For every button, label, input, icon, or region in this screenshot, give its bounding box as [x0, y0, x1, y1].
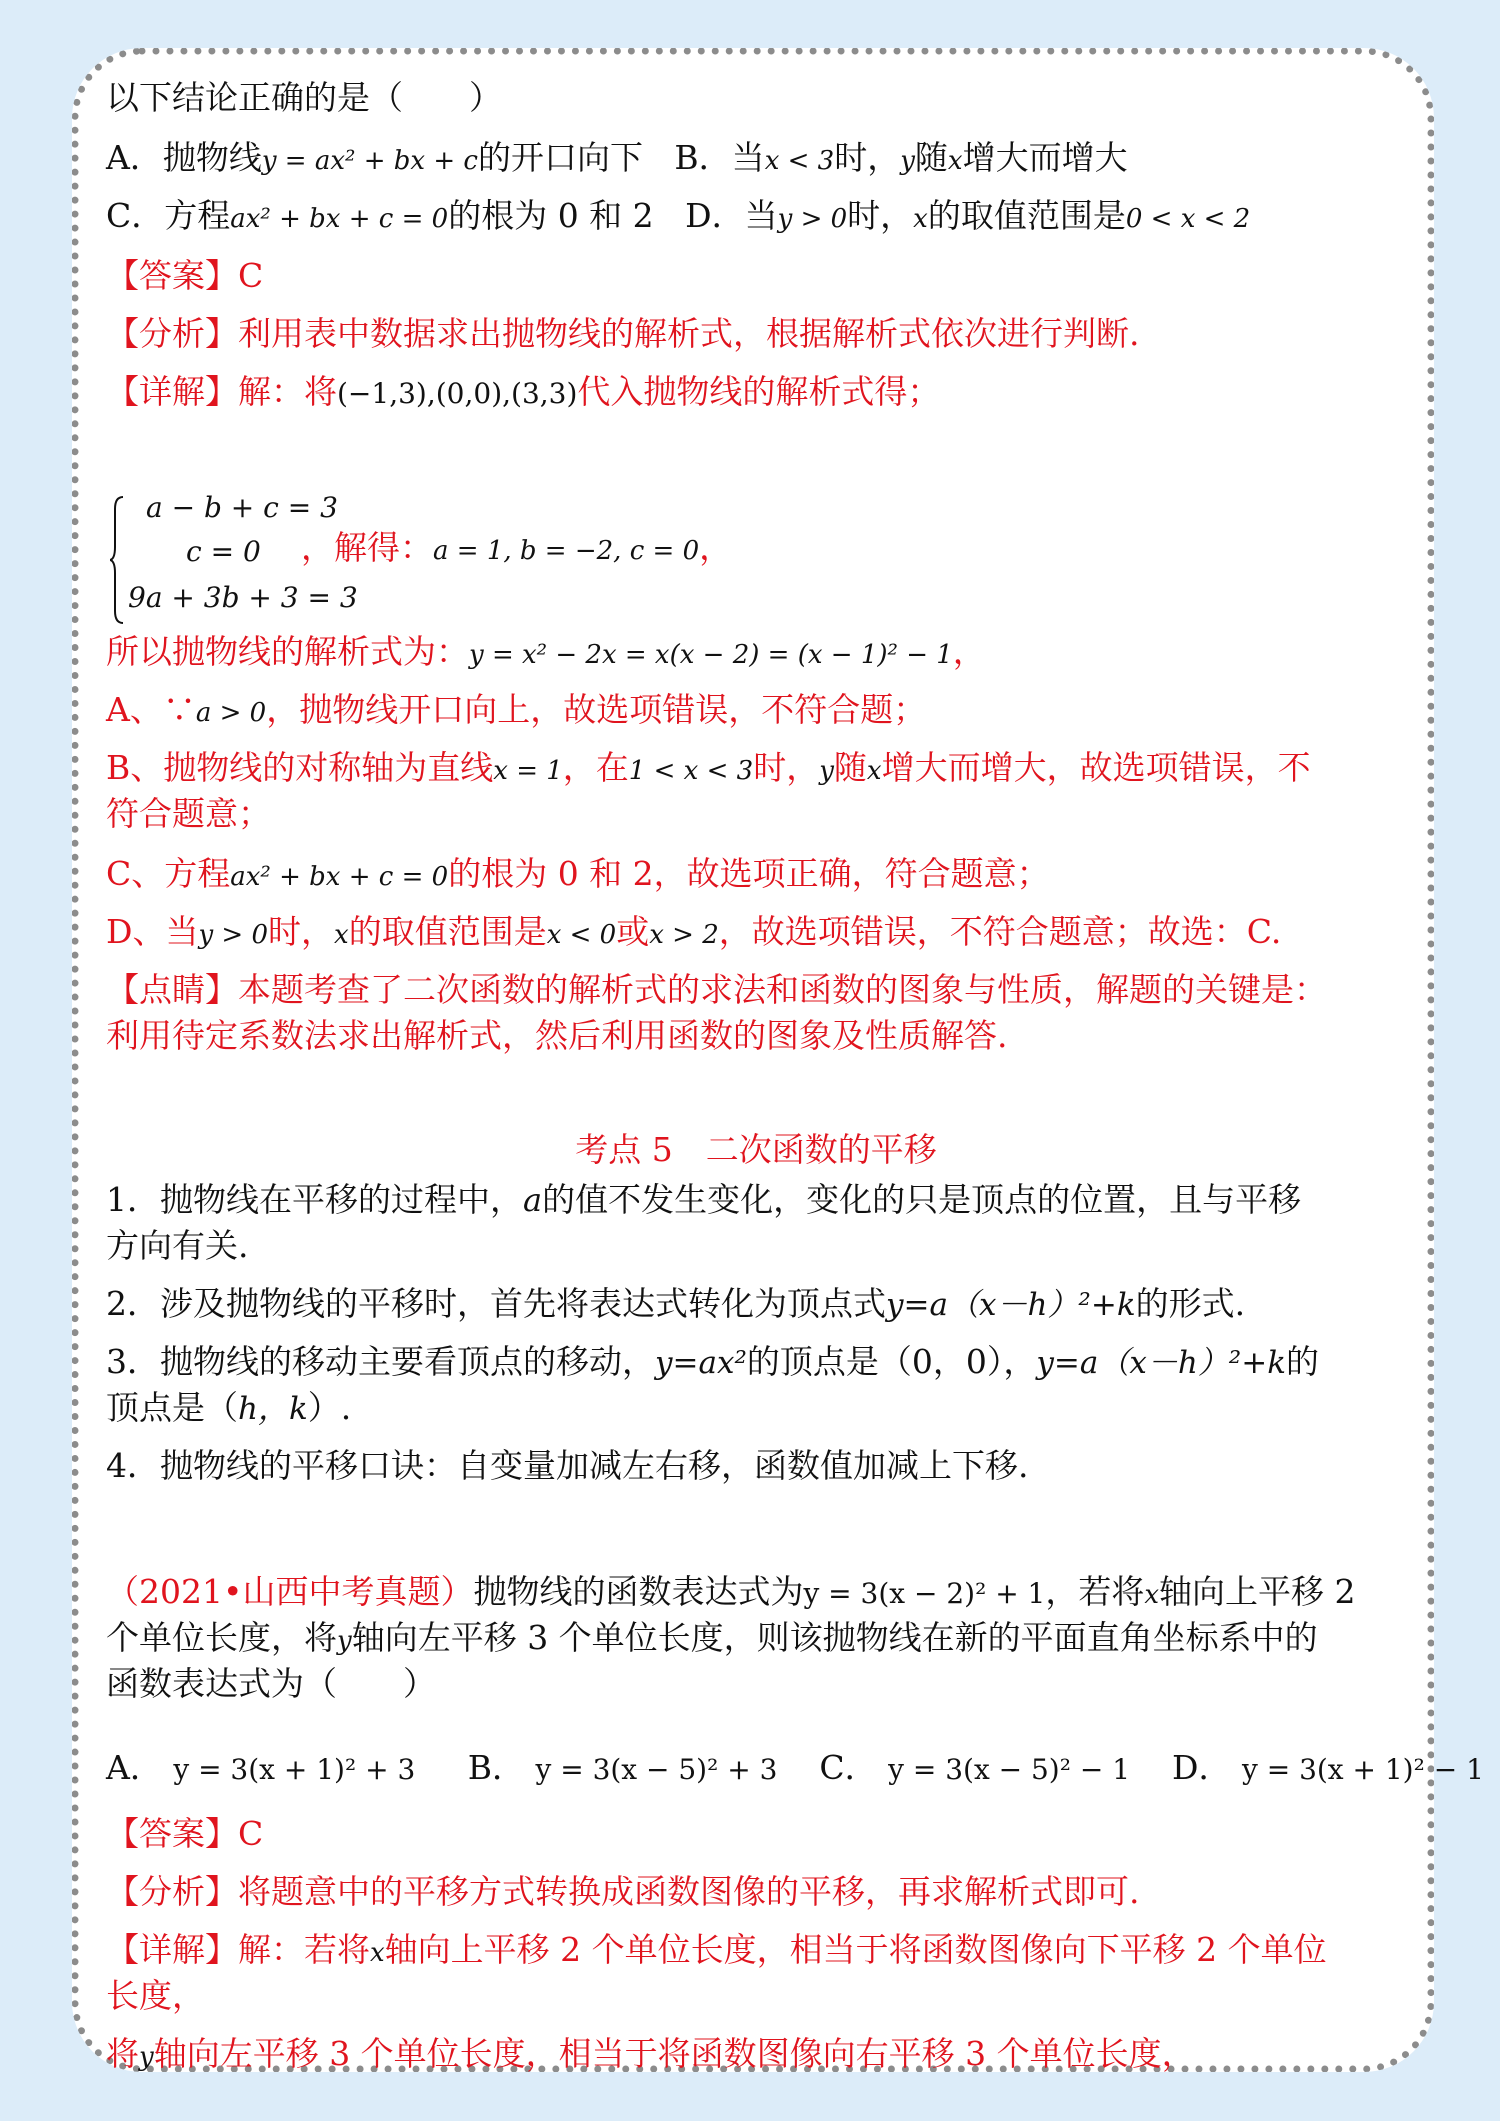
q1-detail-tail: 代入抛物线的解析式得； [577, 372, 941, 411]
q1-solved [301, 526, 732, 573]
q2-stem-x: x [1144, 1580, 1160, 1610]
section-point-4: 4．抛物线的平移口诀：自变量加减左右移，函数值加减上下移. [106, 1446, 1029, 1485]
q2-detail-1b: 轴向上平移 2 个单位长度，相当于将函数图像向下平移 2 个单位 [384, 1930, 1327, 1969]
judge-d-math2: x < 0 [546, 920, 617, 950]
q1-options-ab [106, 136, 1128, 183]
q1-parabola-label: 所以抛物线的解析式为： [106, 632, 469, 671]
point-3-e: ）. [307, 1388, 352, 1427]
q1-opt-c-label: C．方程 [106, 196, 231, 235]
point-1-b: 的值不发生变化，变化的只是顶点的位置，且与平移 [542, 1180, 1302, 1219]
q1-judge-a [106, 688, 926, 735]
q1-opt-c-math: ax² + bx + c = 0 [230, 204, 449, 234]
q1-options-cd [106, 194, 1250, 241]
point-3-d: 顶点是（ [106, 1388, 238, 1427]
q1-comment-1: 【点睛】本题考查了二次函数的解析式的求法和函数的图象与性质，解题的关键是： [106, 970, 1327, 1009]
q1-parabola [106, 630, 986, 677]
section-point-3 [106, 1340, 1319, 1385]
q1-solved-math: a = 1, b = −2, c = 0 [433, 536, 700, 566]
q1-detail-label: 【详解】解：将 [106, 372, 337, 411]
point-2-b: 的形式. [1135, 1284, 1246, 1323]
q1-opt-b-x: x [947, 146, 963, 176]
point-3-c: 的 [1286, 1342, 1319, 1381]
left-brace-icon [110, 495, 124, 625]
q2-analysis: 【分析】将题意中的平移方式转换成函数图像的平移，再求解析式即可. [106, 1872, 1140, 1911]
point-2-a: 2．涉及抛物线的平移时，首先将表达式转化为顶点式 [106, 1284, 886, 1323]
q1-opt-d-x: x [913, 204, 928, 234]
judge-c-pre: C、方程 [106, 854, 231, 893]
q1-stem: 以下结论正确的是（ ） [106, 78, 502, 117]
q1-opt-b-y: y [900, 146, 915, 176]
judge-d-math3: x > 2 [649, 920, 719, 950]
q2-detail-y: y [139, 2042, 154, 2072]
judge-b-y: y [819, 756, 834, 786]
q2-opt-a-math: y = 3(x + 1)² + 3 [173, 1753, 416, 1786]
q2-detail-line2: 长度， [106, 1976, 205, 2015]
q2-stem-1c: 轴向上平移 2 [1159, 1572, 1356, 1611]
q2-stem-1: 抛物线的函数表达式为 [473, 1572, 804, 1611]
q1-opt-b-mid: 时， [834, 138, 901, 177]
q1-judge-b [106, 746, 1311, 793]
q2-stem-1b: ，若将 [1045, 1572, 1145, 1611]
judge-c-math: ax² + bx + c = 0 [230, 862, 449, 892]
q1-opt-b-label: B．当 [674, 138, 765, 177]
q1-parabola-math: y = x² − 2x = x(x − 2) = (x − 1)² − 1 [469, 640, 953, 670]
system-eq-1: a − b + c = 3 [146, 491, 338, 524]
q2-stem-line3: 函数表达式为（ ） [106, 1664, 436, 1703]
q2-opt-d-math: y = 3(x + 1)² − 1 [1241, 1753, 1484, 1786]
q1-solved-tail: ， [699, 528, 733, 567]
point-2-formula: y=a（x－h）²+k [886, 1287, 1136, 1323]
q2-opt-c-label: C． [819, 1748, 878, 1787]
q2-detail-x: x [370, 1938, 385, 1968]
q2-options [106, 1746, 1484, 1792]
q2-detail-line1 [106, 1928, 1327, 1975]
q2-stem-line2 [106, 1616, 1318, 1663]
judge-d-pre: D、当 [106, 912, 199, 951]
point-3-b: 的顶点是（0，0）， [746, 1342, 1037, 1381]
q2-detail-3a: 将 [106, 2034, 139, 2073]
q1-opt-b-tail: 增大而增大 [962, 138, 1128, 177]
judge-b-math2: 1 < x < 3 [628, 756, 754, 786]
q2-stem-y: y [337, 1626, 352, 1656]
q1-judge-d [106, 910, 1281, 957]
point-3-hk: h，k [238, 1391, 308, 1427]
q2-detail-line3 [106, 2032, 1195, 2079]
section-point-1 [106, 1178, 1301, 1222]
q1-opt-d-label: D．当 [685, 196, 778, 235]
judge-b-tail: 增大而增大，故选项错误，不 [881, 748, 1311, 787]
q1-opt-a-tail: 的开口向下 [477, 138, 643, 177]
judge-b-math: x = 1 [493, 756, 563, 786]
section-title: 考点 5 二次函数的平移 [575, 1130, 937, 1169]
point-3-formula-2: y=a（x－h）²+k [1036, 1345, 1286, 1381]
judge-b-mid3: 随 [833, 748, 867, 787]
q2-stem-2a: 个单位长度，将 [106, 1618, 337, 1657]
point-3-formula-1: y=ax² [655, 1345, 747, 1381]
section-point-2 [106, 1282, 1245, 1327]
judge-a-math: a > 0 [195, 698, 267, 728]
q2-opt-c-math: y = 3(x − 5)² − 1 [888, 1753, 1131, 1786]
judge-a-tail: ，抛物线开口向上，故选项错误，不符合题； [266, 690, 927, 729]
q1-opt-b-mid2: 随 [914, 138, 948, 177]
q1-comment-2: 利用待定系数法求出解析式，然后利用函数的图象及性质解答. [106, 1016, 1008, 1055]
q2-detail-3b: 轴向左平移 3 个单位长度，相当于将函数图像向右平移 3 个单位长度， [153, 2034, 1195, 2073]
q1-opt-a-math: y = ax² + bx + c [261, 146, 478, 176]
q1-answer: 【答案】C [106, 256, 264, 295]
judge-d-x: x [334, 920, 349, 950]
q1-opt-d-mid: 时， [847, 196, 914, 235]
judge-a-pre: A、∵ [106, 690, 196, 729]
q1-solved-label: ，解得： [301, 528, 433, 567]
judge-c-tail: 的根为 0 和 2，故选项正确，符合题意； [448, 854, 1050, 893]
q2-opt-a-label: A． [106, 1748, 163, 1787]
q2-answer: 【答案】C [106, 1814, 264, 1853]
q1-opt-d-math: y > 0 [777, 204, 848, 234]
judge-b-x: x [866, 756, 882, 786]
section-point-1-line2: 方向有关. [106, 1226, 249, 1265]
system-eq-3: 9a + 3b + 3 = 3 [128, 581, 358, 614]
q1-opt-d-mid2: 的取值范围是 [927, 196, 1126, 235]
q1-opt-b-math: x < 3 [764, 146, 835, 176]
q1-opt-c-tail: 的根为 0 和 2 [448, 196, 654, 235]
judge-b-mid2: 时， [753, 748, 820, 787]
q1-analysis: 【分析】利用表中数据求出抛物线的解析式，根据解析式依次进行判断. [106, 314, 1140, 353]
q2-source: （2021•山西中考真题） [106, 1572, 474, 1611]
judge-b-pre: B、抛物线的对称轴为直线 [106, 748, 494, 787]
q2-opt-d-label: D． [1172, 1748, 1232, 1787]
q2-stem-math: y = 3(x − 2)² + 1 [803, 1577, 1046, 1610]
q1-opt-a-label: A．抛物线 [106, 138, 262, 177]
judge-b-mid: ，在 [562, 748, 629, 787]
q1-parabola-tail: ， [952, 632, 986, 671]
q2-opt-b-math: y = 3(x − 5)² + 3 [535, 1753, 778, 1786]
point-1-a: 1．抛物线在平移的过程中， [106, 1180, 523, 1219]
q2-opt-b-label: B． [467, 1748, 525, 1787]
judge-d-mid2: 的取值范围是 [348, 912, 547, 951]
system-eq-2: c = 0 [186, 535, 261, 568]
judge-d-math: y > 0 [198, 920, 269, 950]
section-point-3-line2 [106, 1386, 351, 1431]
point-3-a: 3．抛物线的移动主要看顶点的移动， [106, 1342, 655, 1381]
q2-detail-1a: 【详解】解：若将 [106, 1930, 370, 1969]
point-1-var: a [523, 1181, 543, 1219]
judge-d-or: 或 [616, 912, 650, 951]
q1-opt-d-math2: 0 < x < 2 [1125, 204, 1251, 234]
judge-d-mid: 时， [268, 912, 335, 951]
q1-judge-c [106, 852, 1050, 899]
q1-detail-math: (−1,3),(0,0),(3,3) [337, 377, 578, 410]
q2-stem-line1 [106, 1570, 1356, 1617]
judge-d-tail: ，故选项错误，不符合题意；故选：C. [718, 912, 1282, 951]
q1-detail [106, 370, 940, 416]
q2-stem-2b: 轴向左平移 3 个单位长度，则该抛物线在新的平面直角坐标系中的 [351, 1618, 1318, 1657]
q1-judge-b-line2: 符合题意； [106, 794, 271, 833]
